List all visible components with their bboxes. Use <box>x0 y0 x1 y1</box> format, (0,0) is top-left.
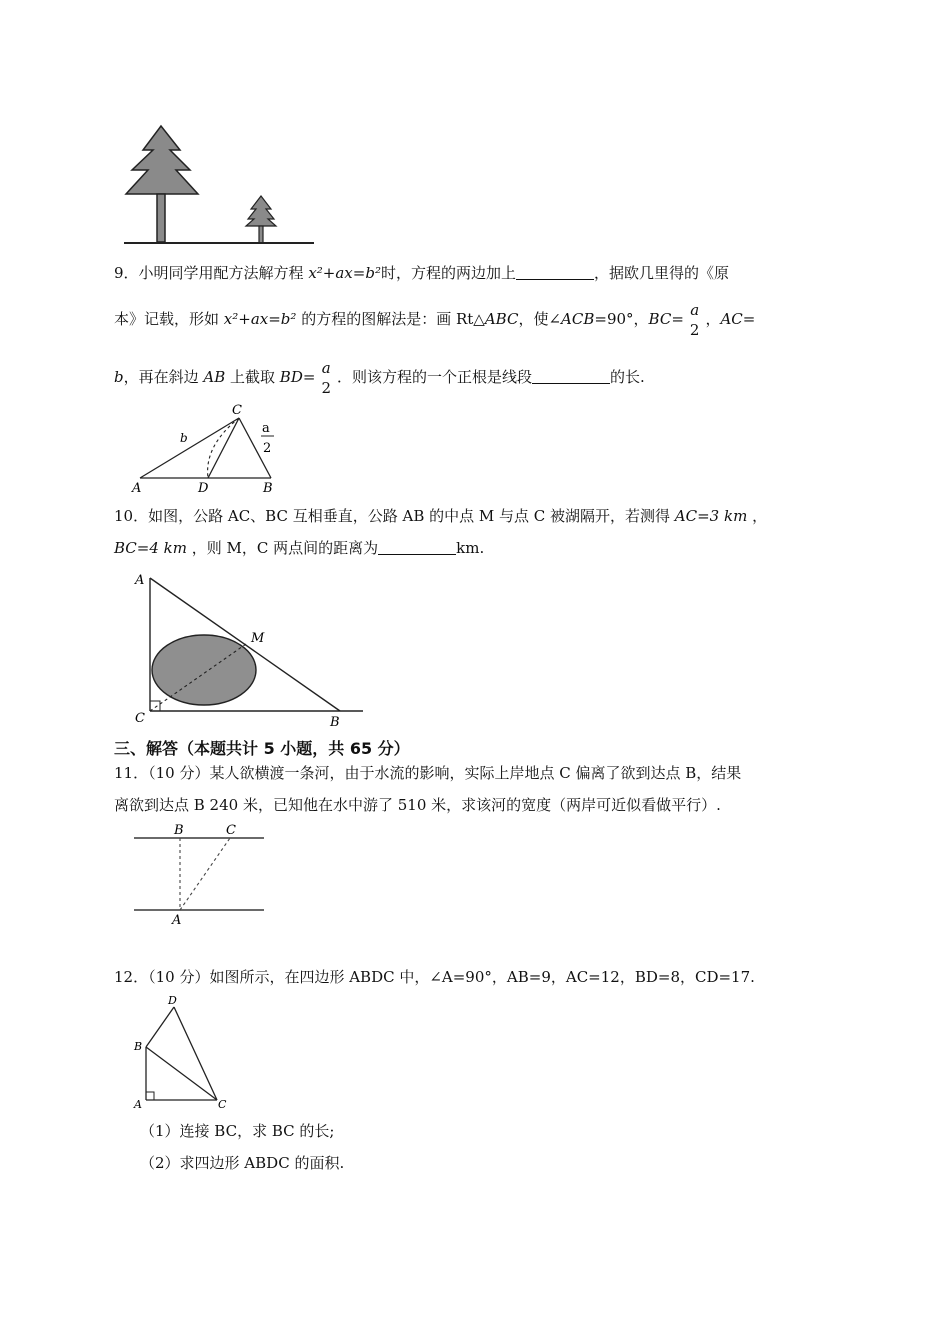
segment-ac-dashed <box>180 838 230 910</box>
lake-ellipse <box>152 635 256 705</box>
label-side-b: b <box>180 431 188 445</box>
q12-sub1: （1）连接 BC，求 BC 的长; <box>140 1122 335 1140</box>
q10-blank[interactable] <box>378 538 456 555</box>
q9-line1: 9．小明同学用配方法解方程 x²+ax=b²时，方程的两边加上 ，据欧几里得的《原 <box>114 264 729 282</box>
large-tree-trunk <box>157 194 165 242</box>
label-b: B <box>134 1040 143 1053</box>
label-a: A <box>134 1098 142 1111</box>
q11-figure <box>130 818 270 930</box>
q12-sub2: （2）求四边形 ABDC 的面积. <box>140 1154 345 1172</box>
q10-line1: 10．如图，公路 AC、BC 互相垂直，公路 AB 的中点 M 与点 C 被湖隔开，若测得 AC=3 km ， <box>114 507 768 525</box>
q12-figure <box>130 992 240 1112</box>
label-a: A <box>172 913 182 928</box>
segment-dc <box>174 1007 217 1100</box>
q11-line2: 离欲到达点 B 240 米，已知他在水中游了 510 米，求该河的宽度（两岸可近似看做平行）. <box>114 796 721 814</box>
segment-bc <box>146 1047 217 1100</box>
section-3-heading: 三、解答（本题共计 5 小题，共 65 分） <box>114 739 410 758</box>
trees-figure <box>118 118 318 248</box>
q9-line2: 本》记载，形如 x²+ax=b² 的方程的图解法是：画 Rt△ABC，使∠ACB=90°，BC= a 2 ，AC= <box>114 301 756 339</box>
label-d: D <box>198 481 209 496</box>
segment-bd <box>146 1007 174 1047</box>
label-c: C <box>232 403 242 418</box>
small-tree-crown <box>246 196 276 226</box>
label-c: C <box>226 823 236 838</box>
label-c: C <box>135 711 145 726</box>
label-m: M <box>251 631 265 646</box>
label-b: B <box>263 481 273 496</box>
q9-line3: b，再在斜边 AB 上截取 BD= a 2 ．则该方程的一个正根是线段 的长. <box>114 359 645 397</box>
q11-line1: 11．（10 分）某人欲横渡一条河，由于水流的影响，实际上岸地点 C 偏离了欲到达点 B，结果 <box>114 764 742 782</box>
label-b: B <box>174 823 184 838</box>
label-c: C <box>218 1098 227 1111</box>
large-tree-crown <box>126 126 198 194</box>
q9-blank2[interactable] <box>532 367 610 384</box>
q9-blank1[interactable] <box>516 263 594 280</box>
label-d: D <box>168 994 177 1007</box>
small-tree-trunk <box>259 226 263 243</box>
fraction-a-over-2-bd: a 2 <box>321 359 331 397</box>
right-angle-mark <box>146 1092 154 1100</box>
q10-figure <box>130 566 370 730</box>
label-two: 2 <box>263 441 272 456</box>
q10-line2: BC=4 km ，则 M，C 两点间的距离为 km. <box>114 539 485 557</box>
label-a: A <box>132 481 142 496</box>
label-b: B <box>330 715 340 730</box>
label-a: A <box>135 573 145 588</box>
fraction-a-over-2: a 2 <box>689 301 700 339</box>
q12-line1: 12．（10 分）如图所示，在四边形 ABDC 中，∠A=90°，AB=9，AC=12，BD=8，CD=17. <box>114 968 755 986</box>
label-side-a: a <box>262 421 270 436</box>
q9-figure <box>128 400 278 496</box>
